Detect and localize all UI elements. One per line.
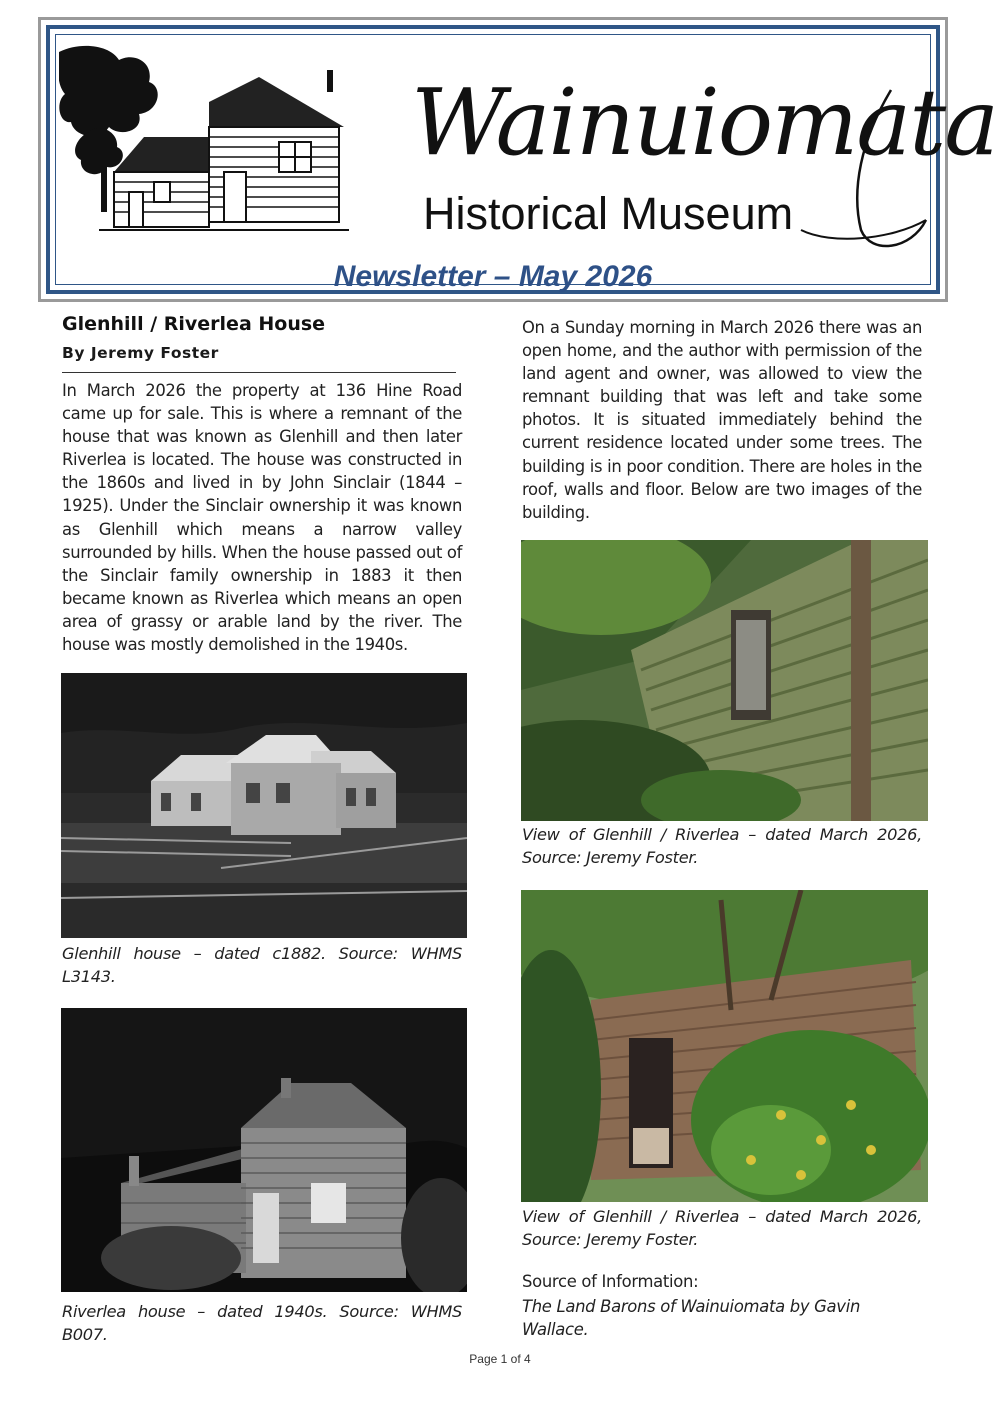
masthead [38,17,998,302]
newsletter-issue-title: Newsletter – May 2026 [333,260,653,293]
page-number: Page 1 of 4 [469,1352,531,1366]
photo-riverlea-1940s [61,1008,467,1292]
caption-photo-4: View of Glenhill / Riverlea – dated March 2026, Source: Jeremy Foster. [522,1207,922,1249]
photo-remnant-2026-b [521,890,928,1202]
masthead-script-title: Wainuiomata [411,69,998,176]
article-paragraph-1: In March 2026 the property at 136 Hine Road came up for sale. This is where a remnant of the house that was known as Glenhill and then later Riverlea is located. The house was constructed in the 1860s and lived in by John Sinclair (1844 – 1925). Under the Sinclair ownership it was known as Glenhill which means a narrow valley surrounded by hills. When the house passed out of the Sinclair family ownership in 1883 it then became known as Riverlea which means an open area of grassy or arable land by the river. The house was mostly demolished in the 1940s. [62,381,462,655]
article-byline: By Jeremy Foster [62,344,219,362]
masthead-subtitle: Historical Museum [423,188,794,239]
photo-glenhill-1882 [61,673,467,938]
article-paragraph-2: On a Sunday morning in March 2026 there was an open home, and the author with permission of the land agent and owner, was allowed to view the remnant building that was left and take some photos. It is situated immediately behind the current residence located under some trees. The building is in poor condition. There are holes in the roof, walls and floor. Below are two images of the building. [522,318,922,522]
caption-photo-1: Glenhill house – dated c1882. Source: WHMS L3143. [62,944,462,986]
sources-citation: The Land Barons of Wainuiomata by Gavin Wallace. [522,1297,861,1339]
title-divider [62,372,456,373]
sources-label: Source of Information: [522,1272,699,1291]
museum-cottage-logo [59,42,359,247]
caption-photo-3: View of Glenhill / Riverlea – dated March 2026, Source: Jeremy Foster. [522,825,922,867]
article-title: Glenhill / Riverlea House [62,313,326,335]
caption-photo-2: Riverlea house – dated 1940s. Source: WHMS B007. [62,1302,462,1344]
photo-remnant-2026-a [521,540,928,821]
